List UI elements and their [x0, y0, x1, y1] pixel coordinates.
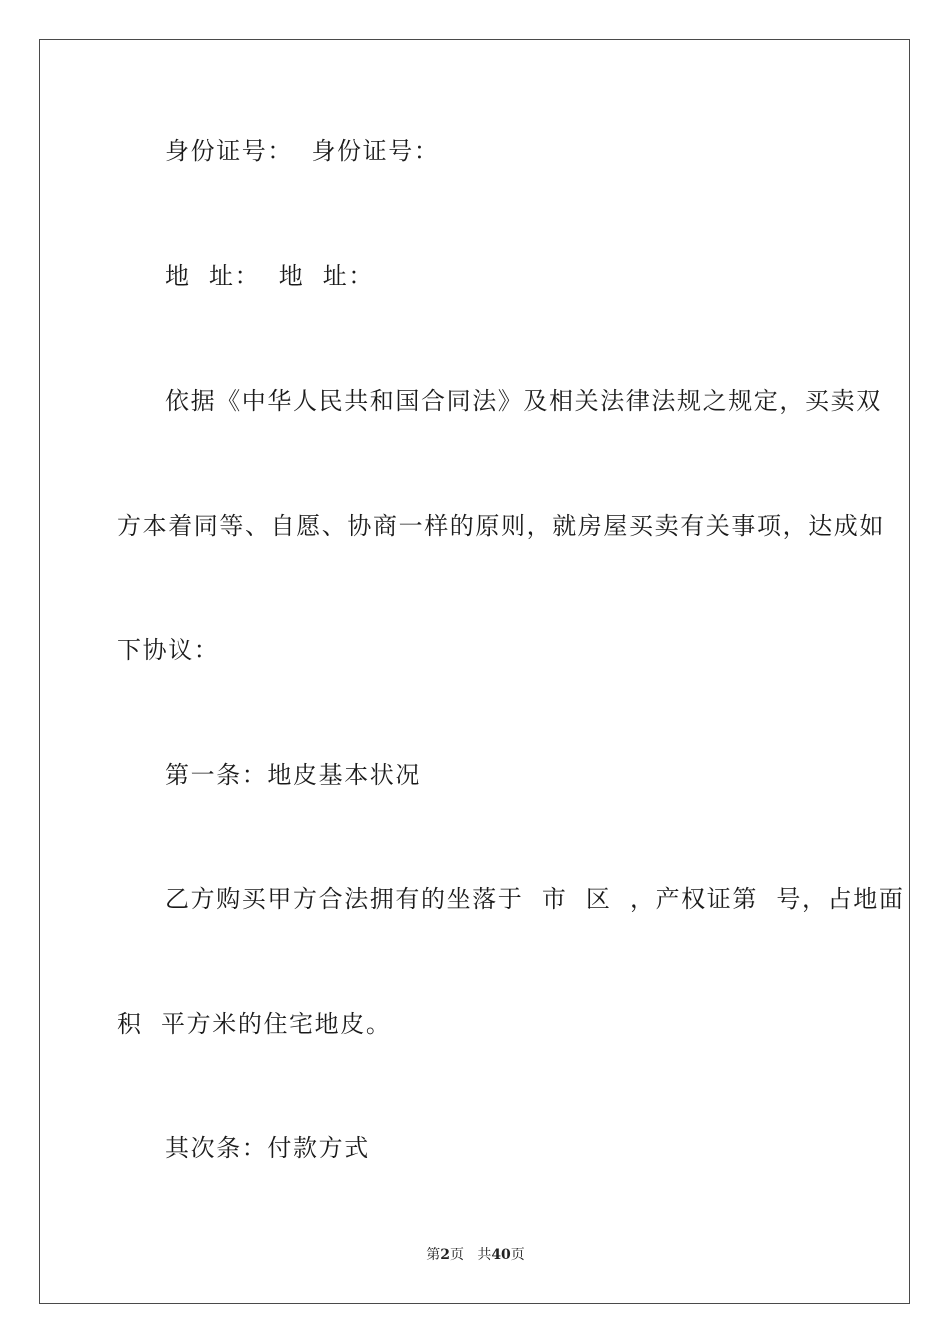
paragraph-intro-line-2: 方本着同等、自愿、协商一样的原则，就房屋买卖有关事项，达成如 — [117, 512, 885, 540]
total-prefix: 共 — [477, 1247, 492, 1263]
id-number-line: 身份证号： 身份证号： — [165, 137, 440, 165]
paragraph-intro-line-3: 下协议： — [117, 636, 220, 664]
article-1-body-line-1: 乙方购买甲方合法拥有的坐落于 市 区 ，产权证第 号，占地面 — [165, 885, 905, 913]
page-suffix: 页 — [449, 1247, 464, 1263]
page-prefix: 第 — [426, 1247, 441, 1263]
article-2-heading: 其次条：付款方式 — [165, 1134, 370, 1162]
paragraph-intro-line-1: 依据《中华人民共和国合同法》及相关法律法规之规定，买卖双 — [165, 387, 882, 415]
page-current-number: 2 — [440, 1247, 450, 1263]
article-1-body-line-2: 积 平方米的住宅地皮。 — [117, 1010, 392, 1038]
article-1-heading: 第一条：地皮基本状况 — [165, 761, 421, 789]
address-line: 地 址： 地 址： — [165, 262, 374, 290]
page-total-number: 40 — [491, 1247, 511, 1263]
document-page — [39, 39, 910, 1304]
page-footer — [40, 1245, 911, 1265]
total-suffix: 页 — [510, 1247, 525, 1263]
